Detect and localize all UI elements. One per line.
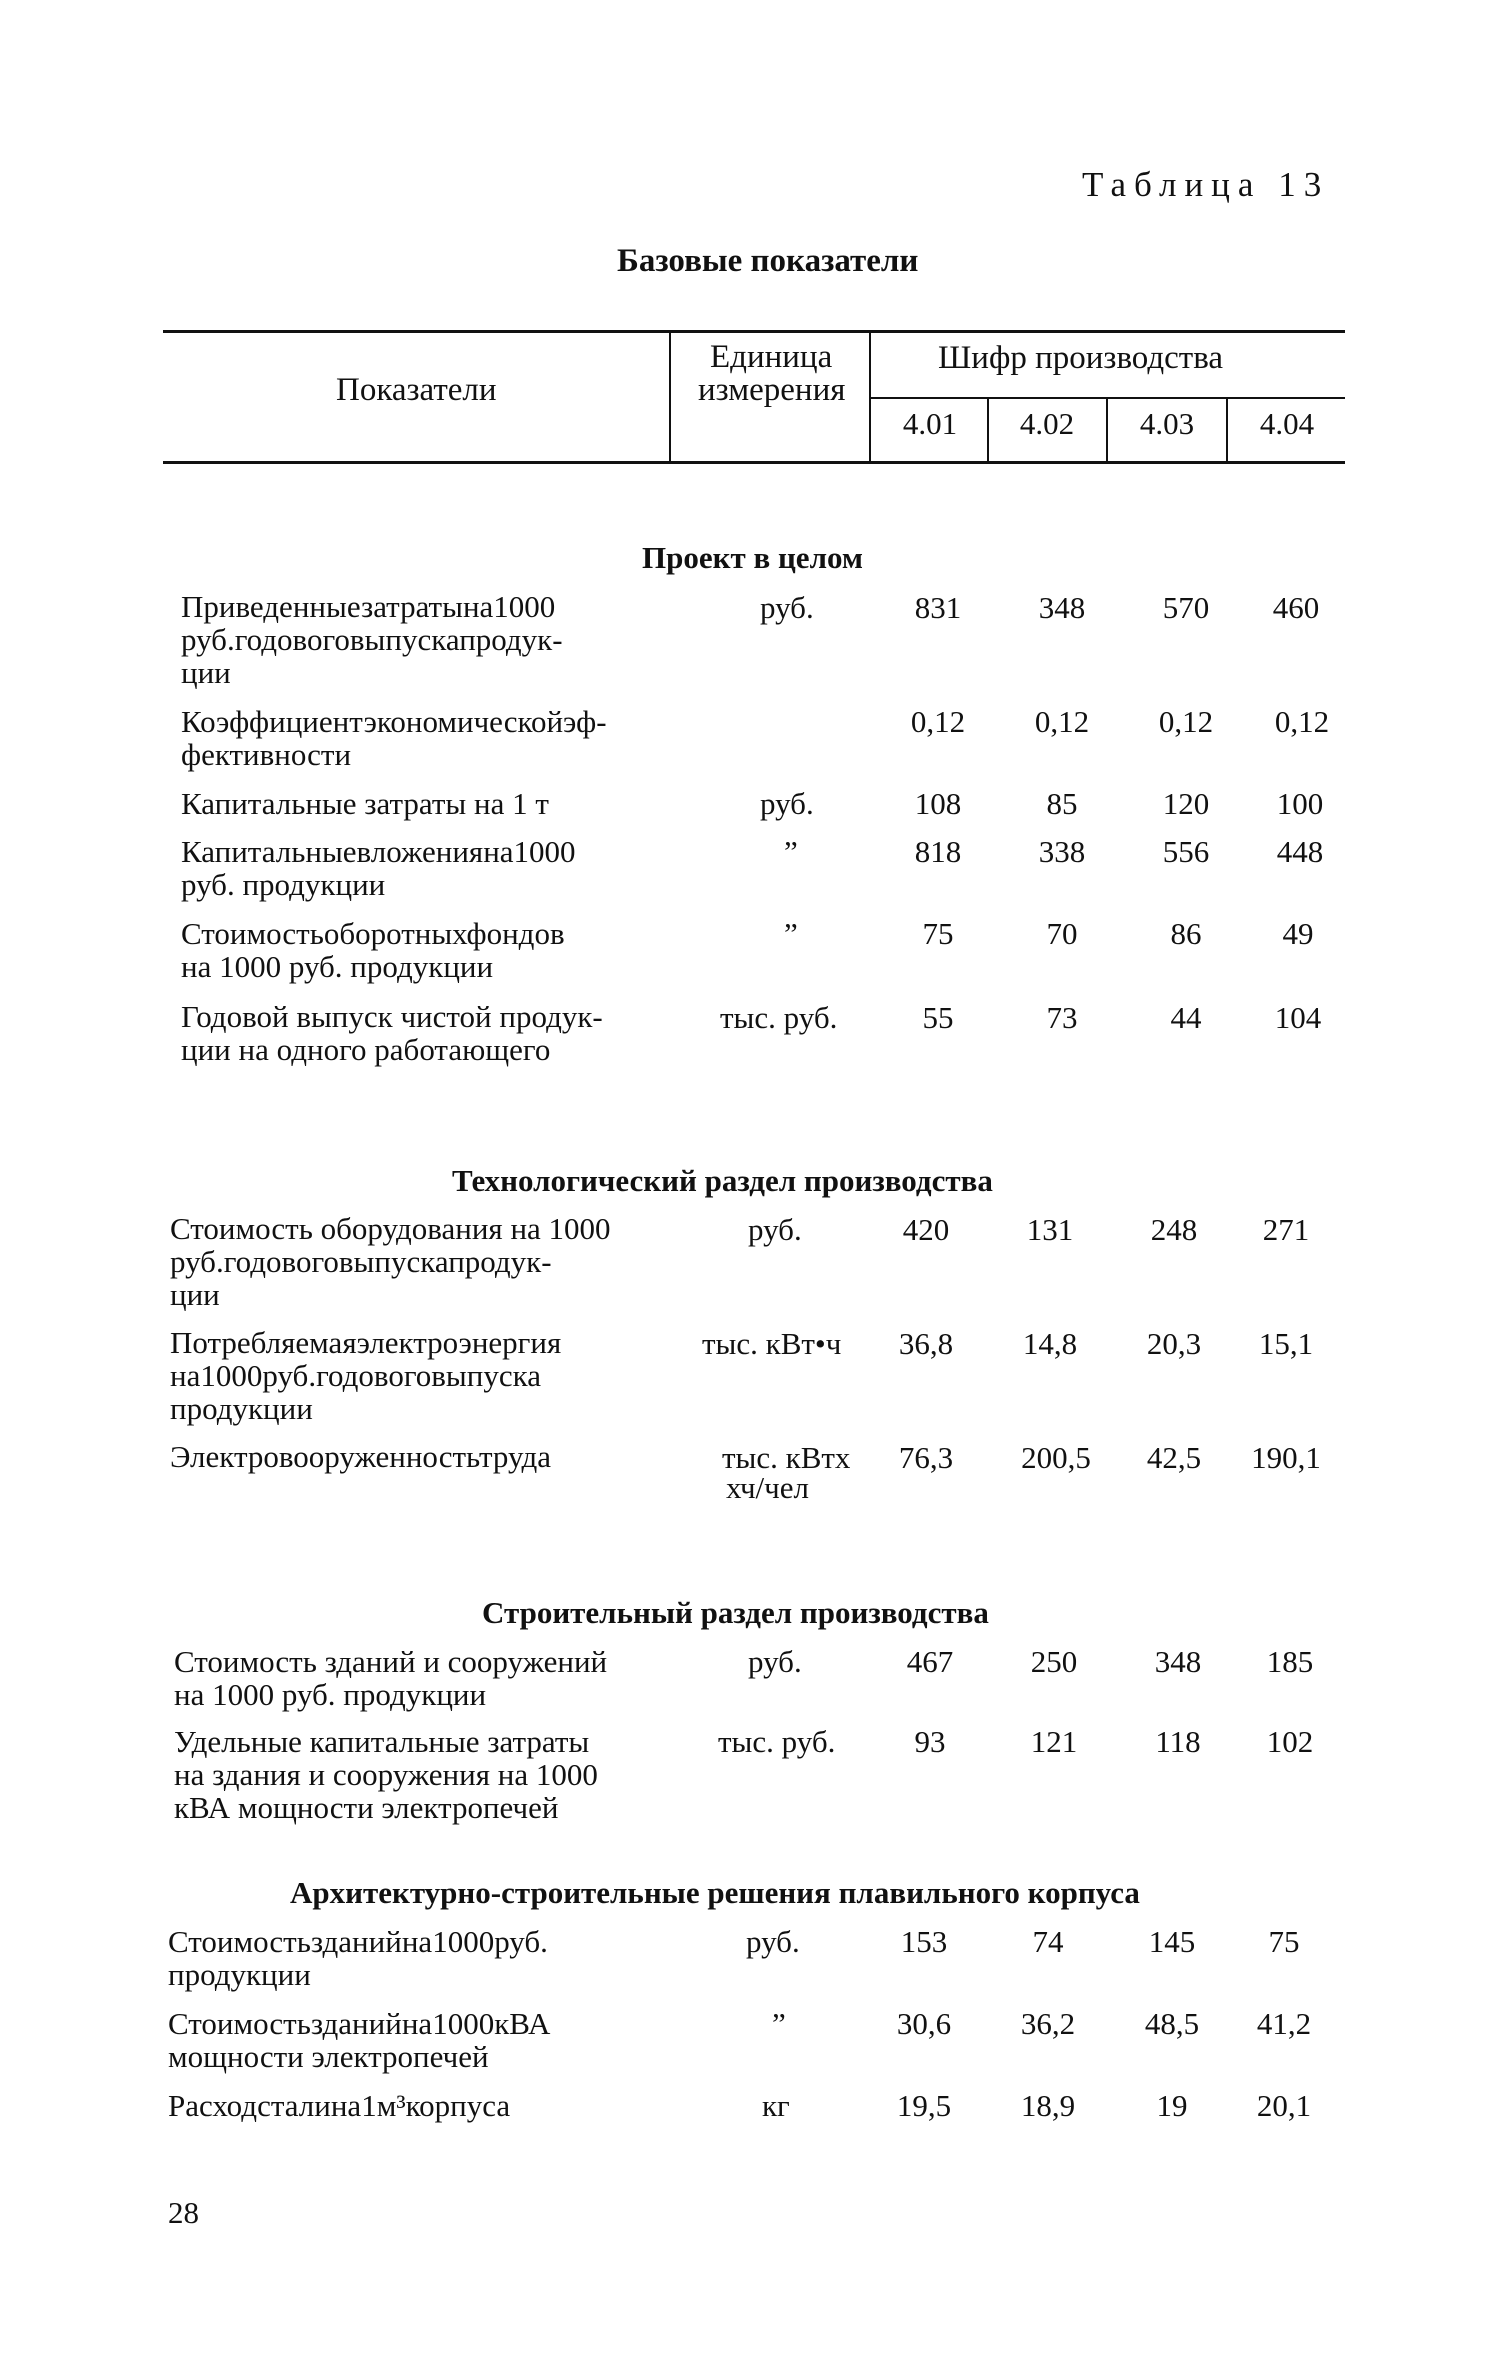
row-value-4-01: 93 bbox=[914, 1724, 946, 1759]
row-value-4-01: 19,5 bbox=[896, 2088, 952, 2123]
row-value-4-03: 42,5 bbox=[1146, 1440, 1202, 1475]
code-divider-2 bbox=[1106, 398, 1108, 462]
section-title-project: Проект в целом bbox=[642, 540, 863, 575]
row-value-4-04: 100 bbox=[1276, 786, 1324, 821]
row-value-4-03: 248 bbox=[1150, 1212, 1198, 1247]
table-top-rule bbox=[163, 330, 1345, 333]
header-divider-2 bbox=[869, 332, 871, 462]
header-code-3: 4.03 bbox=[1139, 406, 1195, 441]
row-unit-line2: хч/чел bbox=[726, 1470, 809, 1505]
row-value-4-03: 44 bbox=[1170, 1000, 1202, 1035]
row-value-4-01: 55 bbox=[922, 1000, 954, 1035]
row-value-4-03: 120 bbox=[1162, 786, 1210, 821]
row-unit: тыс. руб. bbox=[718, 1724, 836, 1759]
header-unit-line2: измерения bbox=[698, 372, 846, 408]
header-code-4: 4.04 bbox=[1259, 406, 1315, 441]
row-value-4-01: 76,3 bbox=[898, 1440, 954, 1475]
row-unit: тыс. руб. bbox=[720, 1000, 838, 1035]
row-unit: руб. bbox=[748, 1212, 802, 1247]
section-title-architecture: Архитектурно-строительные решения плавильного корпуса bbox=[290, 1875, 1140, 1910]
row-value-4-02: 36,2 bbox=[1020, 2006, 1076, 2041]
row-value-4-03: 0,12 bbox=[1158, 704, 1214, 739]
row-value-4-04: 271 bbox=[1262, 1212, 1310, 1247]
row-value-4-04: 15,1 bbox=[1258, 1326, 1314, 1361]
row-unit: руб. bbox=[748, 1644, 802, 1679]
row-value-4-04: 104 bbox=[1274, 1000, 1322, 1035]
row-value-4-03: 19 bbox=[1156, 2088, 1188, 2123]
row-value-4-01: 0,12 bbox=[910, 704, 966, 739]
row-name: Электровооруженностьтруда bbox=[170, 1439, 552, 1474]
row-value-4-03: 145 bbox=[1148, 1924, 1196, 1959]
row-value-4-03: 118 bbox=[1155, 1724, 1201, 1759]
row-value-4-02: 250 bbox=[1030, 1644, 1078, 1679]
row-value-4-04: 448 bbox=[1276, 834, 1324, 869]
row-name: Капитальные затраты на 1 т bbox=[181, 786, 549, 821]
row-unit: ” bbox=[772, 2006, 786, 2041]
header-unit-line1: Единица bbox=[710, 339, 833, 375]
row-value-4-01: 831 bbox=[914, 590, 962, 625]
row-name: Стоимостьоборотныхфондов на 1000 руб. продукции bbox=[181, 916, 565, 984]
row-value-4-04: 0,12 bbox=[1274, 704, 1330, 739]
row-value-4-03: 86 bbox=[1170, 916, 1202, 951]
row-name: Капитальныевложенияна1000 руб. продукции bbox=[181, 834, 576, 902]
header-code-group: Шифр производства bbox=[938, 340, 1223, 376]
row-value-4-04: 190,1 bbox=[1251, 1440, 1321, 1475]
row-value-4-01: 420 bbox=[902, 1212, 950, 1247]
page-number: 28 bbox=[168, 2195, 199, 2230]
row-value-4-04: 102 bbox=[1266, 1724, 1314, 1759]
row-value-4-02: 85 bbox=[1046, 786, 1078, 821]
row-name: Стоимость оборудования на 1000 руб.годовоговыпускапродук- ции bbox=[170, 1211, 611, 1312]
row-name: Стоимостьзданийна1000руб. продукции bbox=[168, 1924, 548, 1992]
row-value-4-03: 48,5 bbox=[1144, 2006, 1200, 2041]
row-value-4-02: 131 bbox=[1026, 1212, 1074, 1247]
row-value-4-01: 30,6 bbox=[896, 2006, 952, 2041]
row-name: Годовой выпуск чистой продук- ции на одного работающего bbox=[181, 999, 603, 1067]
row-name: Потребляемаяэлектроэнергия на1000руб.годовоговыпуска продукции bbox=[170, 1325, 562, 1426]
table-label: Таблица 13 bbox=[1082, 165, 1330, 204]
row-unit: ” bbox=[784, 916, 798, 951]
row-name: Стоимость зданий и сооружений на 1000 руб. продукции bbox=[174, 1644, 608, 1712]
row-value-4-02: 338 bbox=[1038, 834, 1086, 869]
row-unit: кг bbox=[762, 2088, 790, 2123]
row-unit: тыс. кВтх bbox=[722, 1440, 851, 1475]
row-value-4-01: 153 bbox=[900, 1924, 948, 1959]
row-unit: руб. bbox=[760, 786, 814, 821]
row-value-4-02: 74 bbox=[1032, 1924, 1064, 1959]
row-value-4-03: 20,3 bbox=[1146, 1326, 1202, 1361]
code-divider-3 bbox=[1226, 398, 1228, 462]
row-value-4-02: 200,5 bbox=[1021, 1440, 1091, 1475]
row-name: Коэффициентэкономическойэф- фективности bbox=[181, 704, 607, 772]
row-value-4-02: 70 bbox=[1046, 916, 1078, 951]
row-value-4-04: 185 bbox=[1266, 1644, 1314, 1679]
code-divider-1 bbox=[987, 398, 989, 462]
row-name: Расходсталина1м³корпуса bbox=[168, 2088, 511, 2123]
row-value-4-01: 75 bbox=[922, 916, 954, 951]
row-unit: ” bbox=[784, 834, 798, 869]
row-value-4-03: 556 bbox=[1162, 834, 1210, 869]
row-value-4-02: 73 bbox=[1046, 1000, 1078, 1035]
row-value-4-02: 18,9 bbox=[1020, 2088, 1076, 2123]
section-title-construction: Строительный раздел производства bbox=[482, 1595, 989, 1630]
row-unit: руб. bbox=[760, 590, 814, 625]
header-bottom-rule bbox=[163, 461, 1345, 464]
row-value-4-01: 818 bbox=[914, 834, 962, 869]
row-value-4-04: 49 bbox=[1282, 916, 1314, 951]
table-title: Базовые показатели bbox=[617, 243, 919, 279]
row-value-4-01: 467 bbox=[906, 1644, 954, 1679]
row-value-4-03: 348 bbox=[1154, 1644, 1202, 1679]
row-value-4-04: 41,2 bbox=[1256, 2006, 1312, 2041]
section-title-technological: Технологический раздел производства bbox=[452, 1163, 993, 1198]
row-value-4-01: 36,8 bbox=[898, 1326, 954, 1361]
row-value-4-04: 460 bbox=[1272, 590, 1320, 625]
row-name: Приведенныезатратына1000 руб.годовоговыпускапродук- ции bbox=[181, 589, 563, 690]
row-value-4-04: 20,1 bbox=[1256, 2088, 1312, 2123]
header-divider-1 bbox=[669, 332, 671, 462]
row-value-4-02: 0,12 bbox=[1034, 704, 1090, 739]
row-value-4-01: 108 bbox=[914, 786, 962, 821]
row-value-4-02: 14,8 bbox=[1022, 1326, 1078, 1361]
row-name: Стоимостьзданийна1000кВА мощности электропечей bbox=[168, 2006, 551, 2074]
header-code-2: 4.02 bbox=[1019, 406, 1075, 441]
header-code-1: 4.01 bbox=[902, 406, 958, 441]
row-unit: тыс. кВт•ч bbox=[702, 1326, 842, 1361]
row-value-4-04: 75 bbox=[1268, 1924, 1300, 1959]
row-value-4-02: 121 bbox=[1030, 1724, 1078, 1759]
row-value-4-03: 570 bbox=[1162, 590, 1210, 625]
row-unit: руб. bbox=[746, 1924, 800, 1959]
header-indicators: Показатели bbox=[336, 372, 497, 408]
row-value-4-02: 348 bbox=[1038, 590, 1086, 625]
row-name: Удельные капитальные затраты на здания и сооружения на 1000 кВА мощности электропечей bbox=[174, 1724, 598, 1825]
